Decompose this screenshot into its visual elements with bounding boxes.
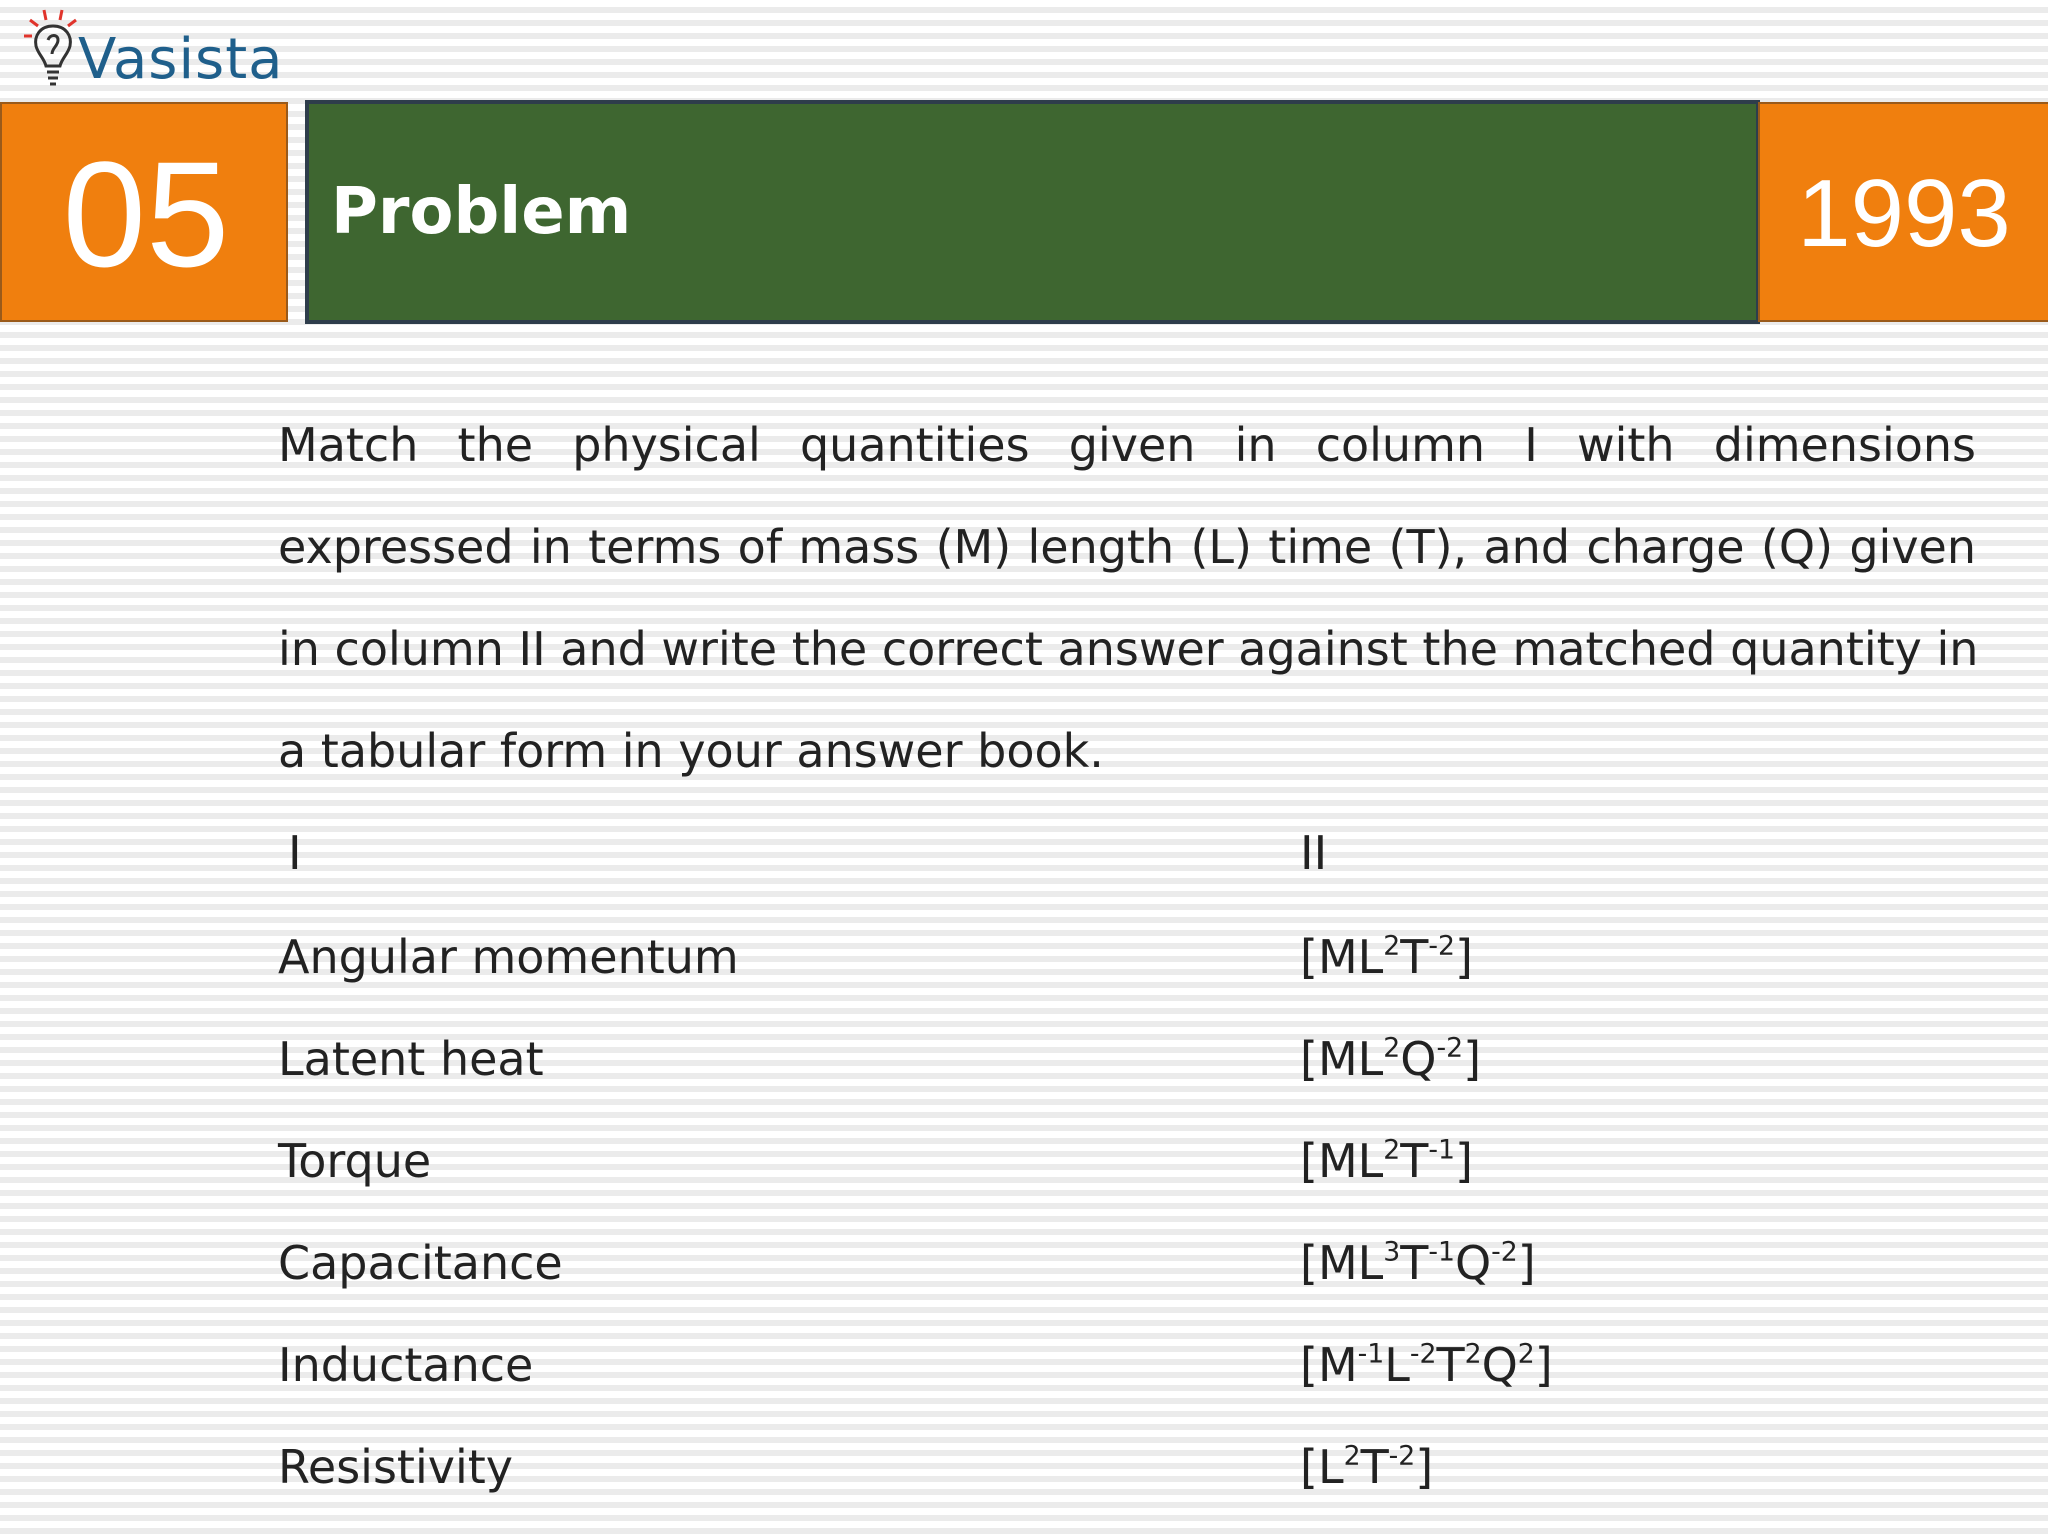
problem-line: expressed in terms of mass (M) length (L) time (T), and charge (Q) given — [278, 520, 1976, 574]
dimension-symbol: Q — [1481, 1338, 1518, 1392]
quantity-cell: Inductance — [278, 1338, 534, 1392]
column-header-i: I — [288, 826, 302, 880]
exponent: -1 — [1428, 1134, 1455, 1166]
dimension-symbol: ] — [1517, 1236, 1536, 1290]
exponent: 2 — [1383, 930, 1401, 962]
quantity-cell: Latent heat — [278, 1032, 544, 1086]
dimension-symbol: T — [1400, 930, 1429, 984]
quantity-cell: Capacitance — [278, 1236, 563, 1290]
exponent: 3 — [1383, 1236, 1401, 1268]
problem-number: 05 — [62, 130, 230, 298]
logo-text: Vasista — [78, 27, 284, 92]
dimension-symbol: [ML — [1300, 1032, 1384, 1086]
dimension-symbol: ] — [1415, 1440, 1434, 1494]
exponent: 2 — [1383, 1134, 1401, 1166]
problem-number-box — [0, 102, 288, 322]
problem-line: in column II and write the correct answer against the matched quantity in — [278, 622, 1979, 676]
dimension-symbol: T — [1400, 1134, 1429, 1188]
exponent: -2 — [1428, 930, 1455, 962]
dimension-symbol: Q — [1400, 1032, 1437, 1086]
dimension-cell — [1300, 1008, 1481, 1110]
exponent: -2 — [1436, 1032, 1464, 1064]
problem-line: Match the physical quantities given in column I with dimensions — [278, 418, 1976, 472]
exponent: 2 — [1343, 1440, 1361, 1472]
year-box — [1758, 102, 2048, 322]
dimension-symbol: T — [1360, 1440, 1389, 1494]
dimension-cell — [1300, 1314, 1553, 1416]
dimension-cell — [1300, 1212, 1536, 1314]
quantity-cell: Torque — [278, 1134, 432, 1188]
dimension-symbol: [L — [1300, 1440, 1344, 1494]
dimension-symbol: ] — [1454, 1134, 1473, 1188]
exponent: 2 — [1517, 1338, 1535, 1370]
dimension-symbol: T — [1400, 1236, 1429, 1290]
title-bar — [305, 100, 1760, 324]
vasista-logo — [22, 6, 292, 98]
exponent: 2 — [1464, 1338, 1482, 1370]
exponent: 2 — [1383, 1032, 1401, 1064]
column-header-ii: II — [1300, 826, 1328, 880]
dimension-symbol: Q — [1454, 1236, 1492, 1290]
exponent: -2 — [1491, 1236, 1518, 1268]
quantity-cell: Angular momentum — [278, 930, 739, 984]
exponent: -2 — [1409, 1338, 1437, 1370]
dimension-symbol: ] — [1454, 930, 1473, 984]
dimension-symbol: T — [1436, 1338, 1465, 1392]
dimension-symbol: [ML — [1300, 1236, 1384, 1290]
problem-line: a tabular form in your answer book. — [278, 724, 1104, 778]
dimension-symbol: ] — [1463, 1032, 1482, 1086]
exponent: -2 — [1388, 1440, 1416, 1472]
dimension-cell — [1300, 1416, 1433, 1518]
dimension-cell — [1300, 906, 1473, 1008]
dimension-symbol: [M — [1300, 1338, 1358, 1392]
dimension-symbol: ] — [1534, 1338, 1553, 1392]
page-title: Problem — [331, 175, 632, 249]
exponent: -1 — [1428, 1236, 1455, 1268]
dimension-symbol: L — [1384, 1338, 1410, 1392]
dimension-symbol: [ML — [1300, 1134, 1384, 1188]
quantity-cell: Resistivity — [278, 1440, 513, 1494]
dimension-symbol: [ML — [1300, 930, 1384, 984]
dimension-cell — [1300, 1110, 1473, 1212]
exponent: -1 — [1357, 1338, 1385, 1370]
year-label: 1993 — [1797, 160, 2011, 267]
